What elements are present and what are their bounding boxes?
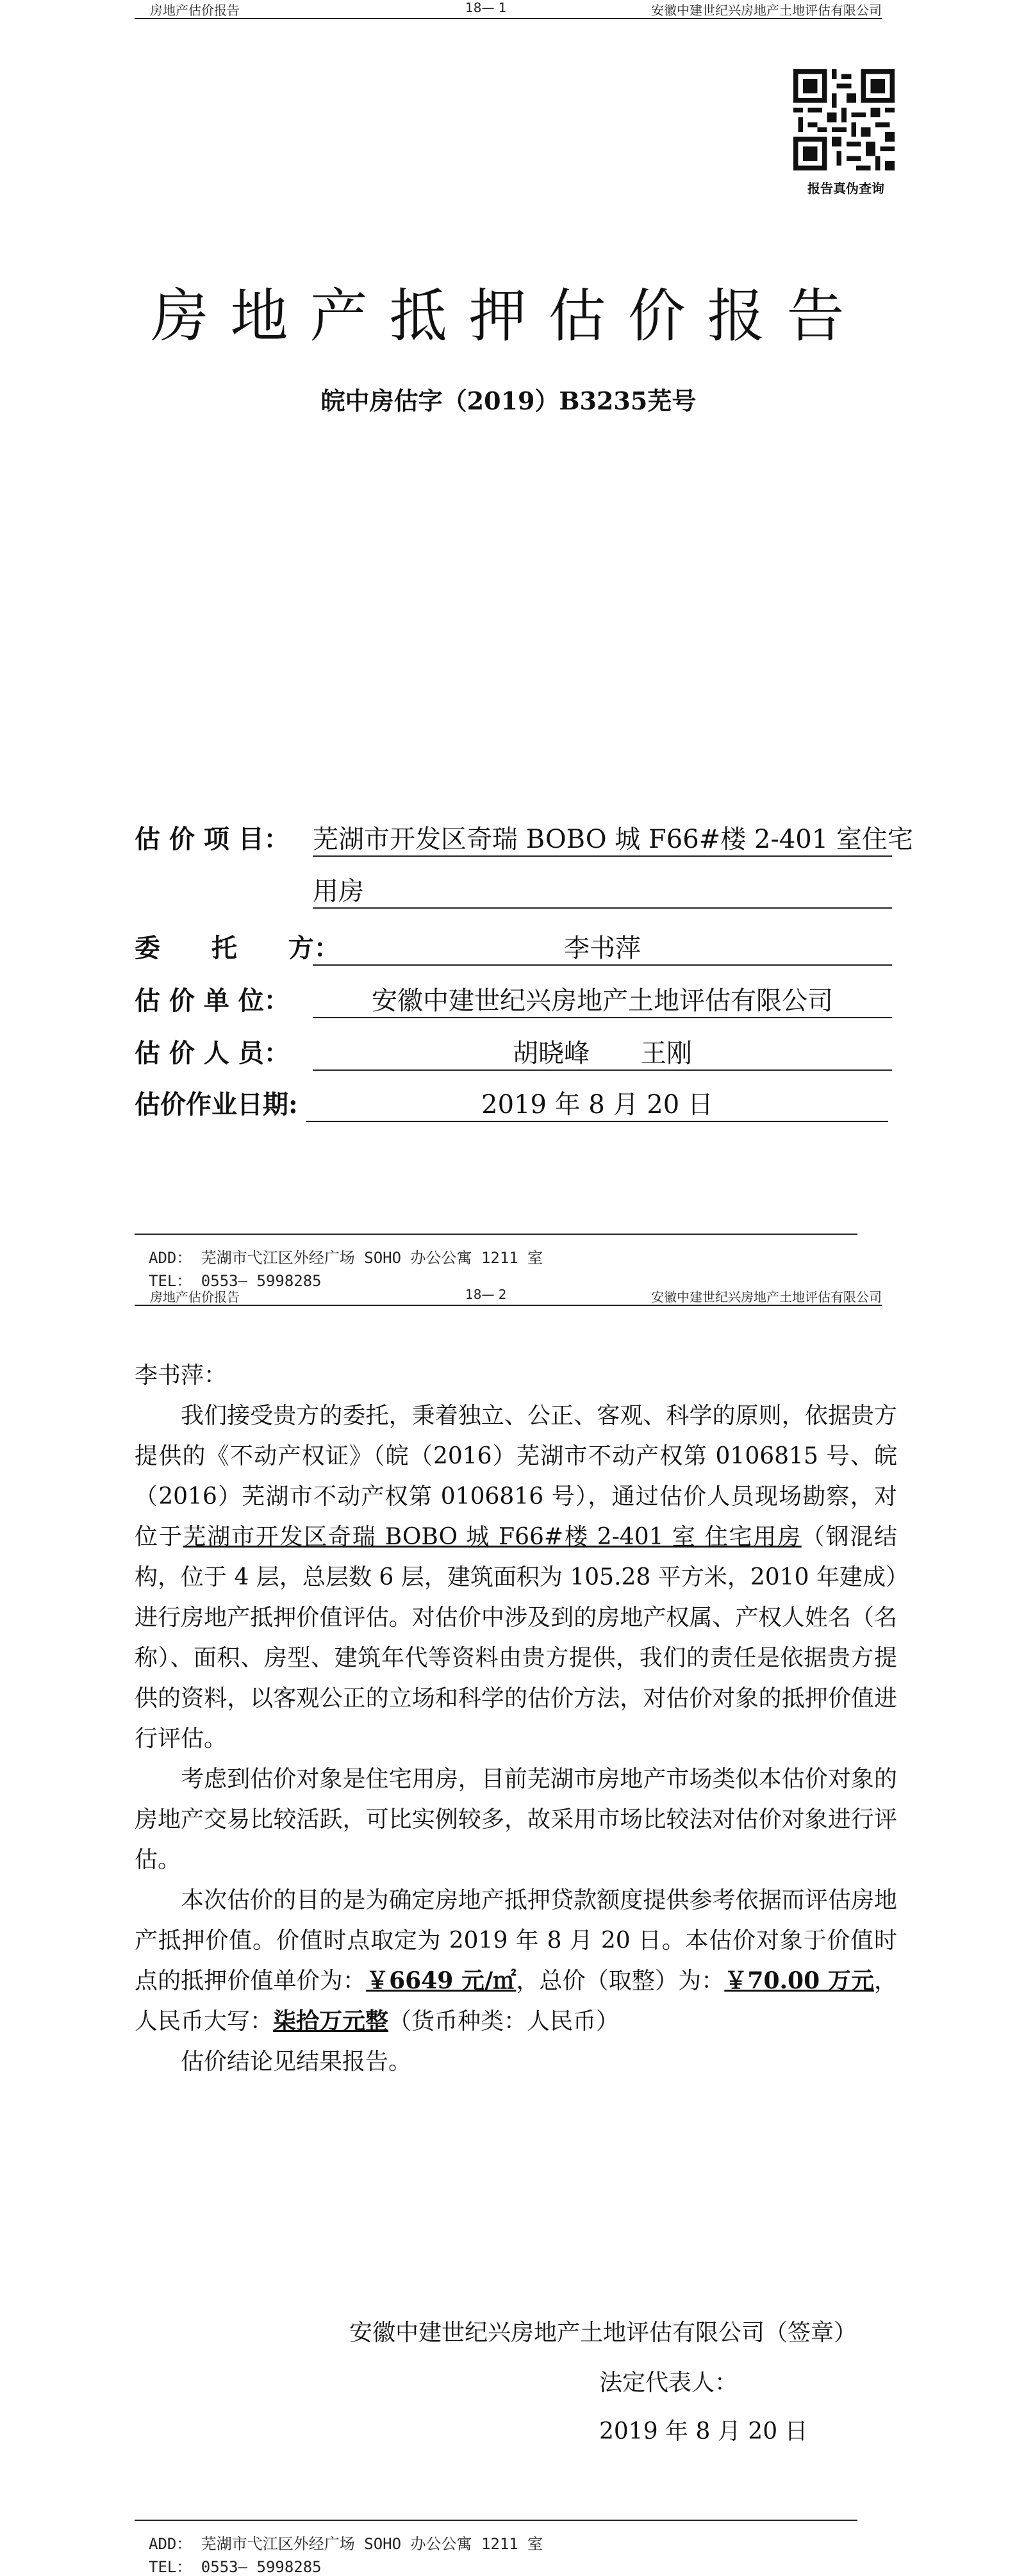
footer-tel: TEL： 0553— 5998285 xyxy=(149,2558,322,2576)
footer-tel: TEL： 0553— 5998285 xyxy=(149,1272,322,1290)
header-rule xyxy=(135,18,882,19)
page2-header xyxy=(135,1287,882,1306)
footer-address: ADD： 芜湖市弋江区外经广场 SOHO 办公公寓 1211 室 xyxy=(149,2535,543,2553)
header-page-number: 18— 2 xyxy=(465,1287,507,1302)
footer-rule xyxy=(135,1234,857,1235)
total-price-chinese: 柒拾万元整 xyxy=(273,2008,389,2035)
footer-address: ADD： 芜湖市弋江区外经广场 SOHO 办公公寓 1211 室 xyxy=(149,1249,543,1267)
document-number: 皖中房估字（2019）B3235芜号 xyxy=(320,386,697,415)
footer-rule xyxy=(135,2520,857,2521)
sign-date: 2019 年 8 月 20 日 xyxy=(599,2418,808,2445)
project-value-line2: 用房 xyxy=(313,871,892,909)
unit-label: 估 价 单 位： xyxy=(135,986,290,1016)
paragraph-3-text-c: ，人民币大写： xyxy=(135,1968,897,2035)
unit-value: 安徽中建世纪兴房地产土地评估有限公司 xyxy=(313,980,892,1018)
paragraph-4: 估价结论见结果报告。 xyxy=(181,2049,412,2075)
paragraph-1-text-cont: （钢混结构，位于 4 层，总层数 6 层，建筑面积为 105.28 平方米，2010 年建成）进行房地产抵押价值评估。对估价中涉及到的房地产权属、产权人姓名（名称）、面积、房型、建筑年代等资料由贵方提供，我们的责任是依据贵方提供的资料，以客观公正的立场和科学的估价方法，对估价对象的抵押价值进行评估。 xyxy=(135,1524,897,1752)
staff-label: 估 价 人 员： xyxy=(135,1038,290,1068)
paragraph-1-text: 我们接受贵方的委托，秉着独立、公正、客观、科学的原则，依据贵方提供的《不动产权证》（皖（2016）芜湖市不动产权第 0106815 号、皖（2016）芜湖市不动产权第 0106816 号），通过估价人员现场勘察，对位于 xyxy=(135,1403,897,1550)
paragraph-3-text-d: （货币种类：人民币） xyxy=(388,2008,620,2035)
header-rule xyxy=(135,1305,882,1306)
paragraph-1 xyxy=(135,1396,897,1759)
header-left: 房地产估价报告 xyxy=(150,1289,240,1305)
paragraph-3-text-b: ，总价（取整）为： xyxy=(516,1968,725,1994)
project-value-line1: 芜湖市开发区奇瑞 BOBO 城 F66#楼 2-401 室住宅 xyxy=(313,819,892,857)
paragraph-2: 考虑到估价对象是住宅用房，目前芜湖市房地产市场类似本估价对象的房地产交易比较活跃，可比实例较多，故采用市场比较法对估价对象进行评估。 xyxy=(135,1766,897,1873)
paragraph-3 xyxy=(135,1880,897,2042)
client-label: 委 托 方： xyxy=(135,933,340,963)
page1-footer xyxy=(135,1234,882,1292)
qr-caption: 报告真伪查询 xyxy=(807,181,884,196)
header-page-number: 18— 1 xyxy=(465,0,507,15)
report-title: 房地产抵押估价报告 xyxy=(151,283,866,350)
page2-footer xyxy=(135,2520,882,2576)
date-value: 2019 年 8 月 20 日 xyxy=(306,1084,888,1122)
sign-representative: 法定代表人： xyxy=(599,2370,738,2396)
header-left: 房地产估价报告 xyxy=(150,3,240,18)
project-label: 估 价 项 目： xyxy=(135,824,290,854)
paragraph-3-text: 本次估价的目的是为确定房地产抵押贷款额度提供参考依据而评估房地产抵押价值。价值时点取定为 2019 年 8 月 20 日。本估价对象于价值时点的抵押价值单价为： xyxy=(135,1887,897,1994)
staff-value: 胡晓峰 王刚 xyxy=(313,1033,892,1071)
unit-price: ￥6649 元/㎡ xyxy=(366,1967,517,1994)
total-price: ￥70.00 万元 xyxy=(724,1967,874,1994)
qr-code-icon xyxy=(793,69,895,170)
header-right: 安徽中建世纪兴房地产土地评估有限公司 xyxy=(651,3,882,18)
sign-company: 安徽中建世纪兴房地产土地评估有限公司（签章） xyxy=(349,2320,857,2346)
property-address: 芜湖市开发区奇瑞 BOBO 城 F66#楼 2-401 室 住宅用房 xyxy=(183,1524,802,1550)
salutation: 李书萍： xyxy=(135,1362,227,1389)
client-value: 李书萍 xyxy=(313,928,892,966)
page1-header xyxy=(135,0,882,19)
letter-body xyxy=(135,1355,897,2082)
date-label: 估价作业日期: xyxy=(135,1089,298,1119)
header-right: 安徽中建世纪兴房地产土地评估有限公司 xyxy=(651,1289,882,1305)
